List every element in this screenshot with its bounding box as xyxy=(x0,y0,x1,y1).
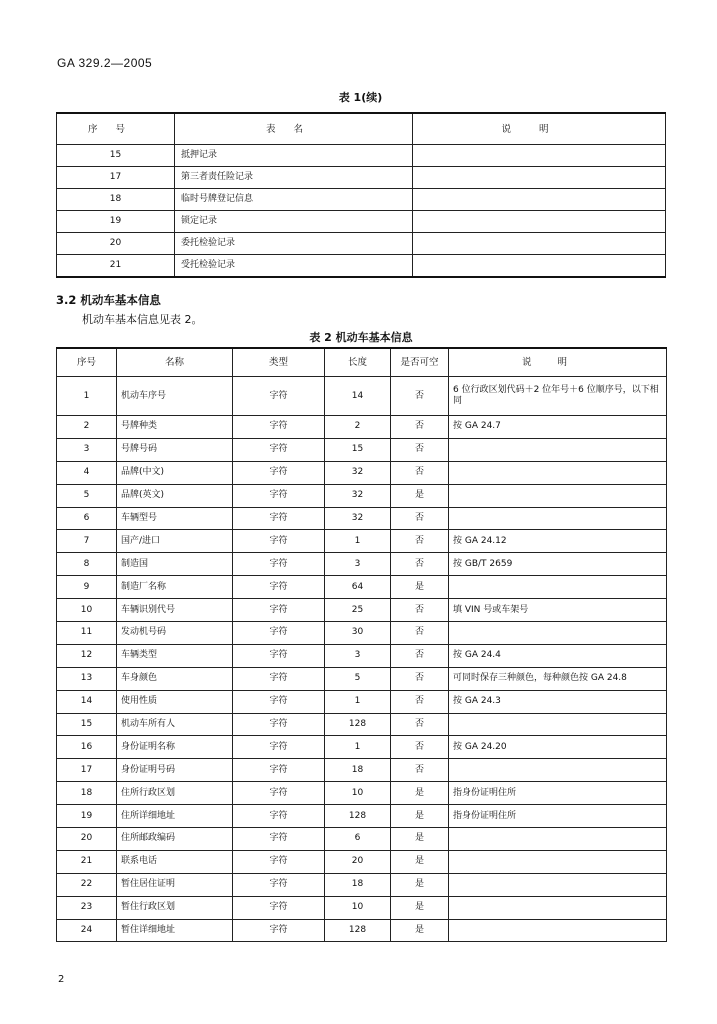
table-row xyxy=(57,167,666,189)
field-name: 号牌种类 xyxy=(117,416,233,439)
field-note xyxy=(449,461,667,484)
field-name: 联系电话 xyxy=(117,850,233,873)
standard-number-header: GA 329.2—2005 xyxy=(57,56,153,70)
field-note: 填 VIN 号或车架号 xyxy=(449,599,667,622)
table2-col-header: 类型 xyxy=(233,348,325,377)
field-type: 字符 xyxy=(233,377,325,416)
field-name: 号牌号码 xyxy=(117,438,233,461)
field-note: 可同时保存三种颜色，每种颜色按 GA 24.8 xyxy=(449,667,667,690)
table-row xyxy=(57,576,667,599)
table-row xyxy=(57,530,667,553)
field-nullable: 否 xyxy=(391,644,449,667)
table-row xyxy=(57,690,667,713)
table-row xyxy=(57,438,667,461)
table-row xyxy=(57,713,667,736)
field-length: 128 xyxy=(325,713,391,736)
table-row xyxy=(57,377,667,416)
table-note xyxy=(413,167,666,189)
field-length: 128 xyxy=(325,919,391,942)
field-name: 暂住详细地址 xyxy=(117,919,233,942)
field-note xyxy=(449,484,667,507)
table2-col-header: 序号 xyxy=(57,348,117,377)
table1-header-row xyxy=(57,113,666,145)
table-row xyxy=(57,461,667,484)
field-length: 30 xyxy=(325,622,391,645)
field-length: 5 xyxy=(325,667,391,690)
field-note: 6 位行政区划代码＋2 位年号＋6 位顺序号，以下相同 xyxy=(449,377,667,416)
field-type: 字符 xyxy=(233,622,325,645)
section-title: 3.2 机动车基本信息 xyxy=(56,293,161,307)
row-number: 17 xyxy=(57,167,175,189)
field-note: 按 GA 24.12 xyxy=(449,530,667,553)
field-note xyxy=(449,507,667,530)
row-number: 4 xyxy=(57,461,117,484)
field-length: 64 xyxy=(325,576,391,599)
table-row xyxy=(57,805,667,828)
field-length: 1 xyxy=(325,736,391,759)
table-note xyxy=(413,211,666,233)
row-number: 14 xyxy=(57,690,117,713)
table-name: 委托检验记录 xyxy=(175,233,413,255)
field-type: 字符 xyxy=(233,782,325,805)
field-nullable: 是 xyxy=(391,805,449,828)
table1-col-header: 序号 xyxy=(57,113,175,145)
row-number: 9 xyxy=(57,576,117,599)
field-nullable: 否 xyxy=(391,667,449,690)
field-length: 32 xyxy=(325,484,391,507)
field-length: 6 xyxy=(325,828,391,851)
field-nullable: 否 xyxy=(391,461,449,484)
row-number: 17 xyxy=(57,759,117,782)
table2-caption: 表 2 机动车基本信息 xyxy=(309,331,413,344)
field-type: 字符 xyxy=(233,667,325,690)
field-note xyxy=(449,576,667,599)
field-type: 字符 xyxy=(233,736,325,759)
field-length: 15 xyxy=(325,438,391,461)
field-nullable: 否 xyxy=(391,713,449,736)
row-number: 18 xyxy=(57,189,175,211)
field-note xyxy=(449,919,667,942)
table2 xyxy=(56,347,667,942)
field-type: 字符 xyxy=(233,759,325,782)
row-number: 22 xyxy=(57,873,117,896)
field-note: 按 GA 24.20 xyxy=(449,736,667,759)
field-length: 32 xyxy=(325,461,391,484)
row-number: 5 xyxy=(57,484,117,507)
field-length: 3 xyxy=(325,644,391,667)
field-name: 住所行政区划 xyxy=(117,782,233,805)
row-number: 1 xyxy=(57,377,117,416)
field-name: 车辆型号 xyxy=(117,507,233,530)
field-nullable: 否 xyxy=(391,377,449,416)
field-name: 制造厂名称 xyxy=(117,576,233,599)
field-type: 字符 xyxy=(233,873,325,896)
field-name: 机动车所有人 xyxy=(117,713,233,736)
table-note xyxy=(413,255,666,278)
field-length: 2 xyxy=(325,416,391,439)
field-length: 25 xyxy=(325,599,391,622)
field-name: 住所邮政编码 xyxy=(117,828,233,851)
field-note xyxy=(449,850,667,873)
table-row xyxy=(57,599,667,622)
table-row xyxy=(57,896,667,919)
field-name: 品牌(中文) xyxy=(117,461,233,484)
table-row xyxy=(57,644,667,667)
table1 xyxy=(56,112,666,278)
table-name: 临时号牌登记信息 xyxy=(175,189,413,211)
field-nullable: 否 xyxy=(391,599,449,622)
field-length: 10 xyxy=(325,782,391,805)
field-length: 3 xyxy=(325,553,391,576)
field-name: 车身颜色 xyxy=(117,667,233,690)
row-number: 13 xyxy=(57,667,117,690)
field-length: 10 xyxy=(325,896,391,919)
table-row xyxy=(57,416,667,439)
field-nullable: 是 xyxy=(391,828,449,851)
field-note: 指身份证明住所 xyxy=(449,805,667,828)
field-note xyxy=(449,438,667,461)
field-type: 字符 xyxy=(233,576,325,599)
field-type: 字符 xyxy=(233,530,325,553)
table-note xyxy=(413,189,666,211)
table-row xyxy=(57,736,667,759)
field-name: 身份证明号码 xyxy=(117,759,233,782)
field-name: 发动机号码 xyxy=(117,622,233,645)
field-name: 车辆类型 xyxy=(117,644,233,667)
field-type: 字符 xyxy=(233,416,325,439)
field-nullable: 是 xyxy=(391,919,449,942)
field-type: 字符 xyxy=(233,461,325,484)
field-nullable: 是 xyxy=(391,782,449,805)
row-number: 20 xyxy=(57,828,117,851)
field-type: 字符 xyxy=(233,919,325,942)
field-note xyxy=(449,622,667,645)
field-note: 按 GA 24.7 xyxy=(449,416,667,439)
table2-col-header: 是否可空 xyxy=(391,348,449,377)
row-number: 18 xyxy=(57,782,117,805)
field-name: 住所详细地址 xyxy=(117,805,233,828)
row-number: 15 xyxy=(57,145,175,167)
field-length: 1 xyxy=(325,530,391,553)
table2-col-header: 名称 xyxy=(117,348,233,377)
page-number: 2 xyxy=(58,974,65,985)
row-number: 16 xyxy=(57,736,117,759)
table2-header-row xyxy=(57,348,667,377)
field-name: 车辆识别代号 xyxy=(117,599,233,622)
field-name: 暂住居住证明 xyxy=(117,873,233,896)
field-note xyxy=(449,759,667,782)
field-length: 14 xyxy=(325,377,391,416)
table-row xyxy=(57,667,667,690)
row-number: 8 xyxy=(57,553,117,576)
table-row xyxy=(57,553,667,576)
field-type: 字符 xyxy=(233,553,325,576)
table1-col-header: 表名 xyxy=(175,113,413,145)
row-number: 3 xyxy=(57,438,117,461)
field-name: 国产/进口 xyxy=(117,530,233,553)
row-number: 23 xyxy=(57,896,117,919)
field-nullable: 否 xyxy=(391,507,449,530)
table-row xyxy=(57,873,667,896)
row-number: 2 xyxy=(57,416,117,439)
field-nullable: 否 xyxy=(391,530,449,553)
row-number: 6 xyxy=(57,507,117,530)
field-note: 按 GA 24.4 xyxy=(449,644,667,667)
field-note xyxy=(449,896,667,919)
field-nullable: 否 xyxy=(391,622,449,645)
row-number: 10 xyxy=(57,599,117,622)
table-name: 抵押记录 xyxy=(175,145,413,167)
field-nullable: 否 xyxy=(391,759,449,782)
table1-caption: 表 1(续) xyxy=(338,91,383,104)
field-note: 按 GB/T 2659 xyxy=(449,553,667,576)
field-type: 字符 xyxy=(233,644,325,667)
field-nullable: 否 xyxy=(391,438,449,461)
table-row xyxy=(57,255,666,278)
field-name: 暂住行政区划 xyxy=(117,896,233,919)
field-name: 机动车序号 xyxy=(117,377,233,416)
field-nullable: 否 xyxy=(391,416,449,439)
row-number: 19 xyxy=(57,805,117,828)
row-number: 24 xyxy=(57,919,117,942)
field-name: 身份证明名称 xyxy=(117,736,233,759)
field-length: 20 xyxy=(325,850,391,873)
field-nullable: 否 xyxy=(391,553,449,576)
field-type: 字符 xyxy=(233,805,325,828)
field-note: 按 GA 24.3 xyxy=(449,690,667,713)
table-row xyxy=(57,189,666,211)
field-note xyxy=(449,828,667,851)
field-type: 字符 xyxy=(233,690,325,713)
table-row xyxy=(57,484,667,507)
field-name: 品牌(英文) xyxy=(117,484,233,507)
field-length: 128 xyxy=(325,805,391,828)
field-nullable: 是 xyxy=(391,873,449,896)
table-row xyxy=(57,233,666,255)
field-length: 18 xyxy=(325,873,391,896)
section-paragraph: 机动车基本信息见表 2。 xyxy=(82,313,203,326)
table-row xyxy=(57,782,667,805)
field-nullable: 是 xyxy=(391,850,449,873)
row-number: 15 xyxy=(57,713,117,736)
field-note xyxy=(449,713,667,736)
row-number: 12 xyxy=(57,644,117,667)
table-row xyxy=(57,759,667,782)
field-type: 字符 xyxy=(233,828,325,851)
field-type: 字符 xyxy=(233,484,325,507)
table-row xyxy=(57,622,667,645)
table-name: 锁定记录 xyxy=(175,211,413,233)
field-length: 32 xyxy=(325,507,391,530)
table1-col-header: 说明 xyxy=(413,113,666,145)
field-nullable: 是 xyxy=(391,896,449,919)
field-type: 字符 xyxy=(233,599,325,622)
field-nullable: 否 xyxy=(391,736,449,759)
table-row xyxy=(57,211,666,233)
field-type: 字符 xyxy=(233,713,325,736)
field-name: 使用性质 xyxy=(117,690,233,713)
table2-col-header: 长度 xyxy=(325,348,391,377)
row-number: 20 xyxy=(57,233,175,255)
table-row xyxy=(57,507,667,530)
row-number: 21 xyxy=(57,850,117,873)
row-number: 11 xyxy=(57,622,117,645)
field-nullable: 是 xyxy=(391,484,449,507)
table-name: 第三者责任险记录 xyxy=(175,167,413,189)
table-note xyxy=(413,145,666,167)
table2-col-header: 说明 xyxy=(449,348,667,377)
field-note xyxy=(449,873,667,896)
row-number: 19 xyxy=(57,211,175,233)
row-number: 7 xyxy=(57,530,117,553)
table-note xyxy=(413,233,666,255)
field-length: 18 xyxy=(325,759,391,782)
field-type: 字符 xyxy=(233,507,325,530)
field-name: 制造国 xyxy=(117,553,233,576)
field-note: 指身份证明住所 xyxy=(449,782,667,805)
table-row xyxy=(57,145,666,167)
field-type: 字符 xyxy=(233,438,325,461)
field-nullable: 否 xyxy=(391,690,449,713)
table-row xyxy=(57,850,667,873)
field-length: 1 xyxy=(325,690,391,713)
table-row xyxy=(57,919,667,942)
field-nullable: 是 xyxy=(391,576,449,599)
field-type: 字符 xyxy=(233,850,325,873)
field-type: 字符 xyxy=(233,896,325,919)
row-number: 21 xyxy=(57,255,175,278)
table-name: 受托检验记录 xyxy=(175,255,413,278)
table-row xyxy=(57,828,667,851)
